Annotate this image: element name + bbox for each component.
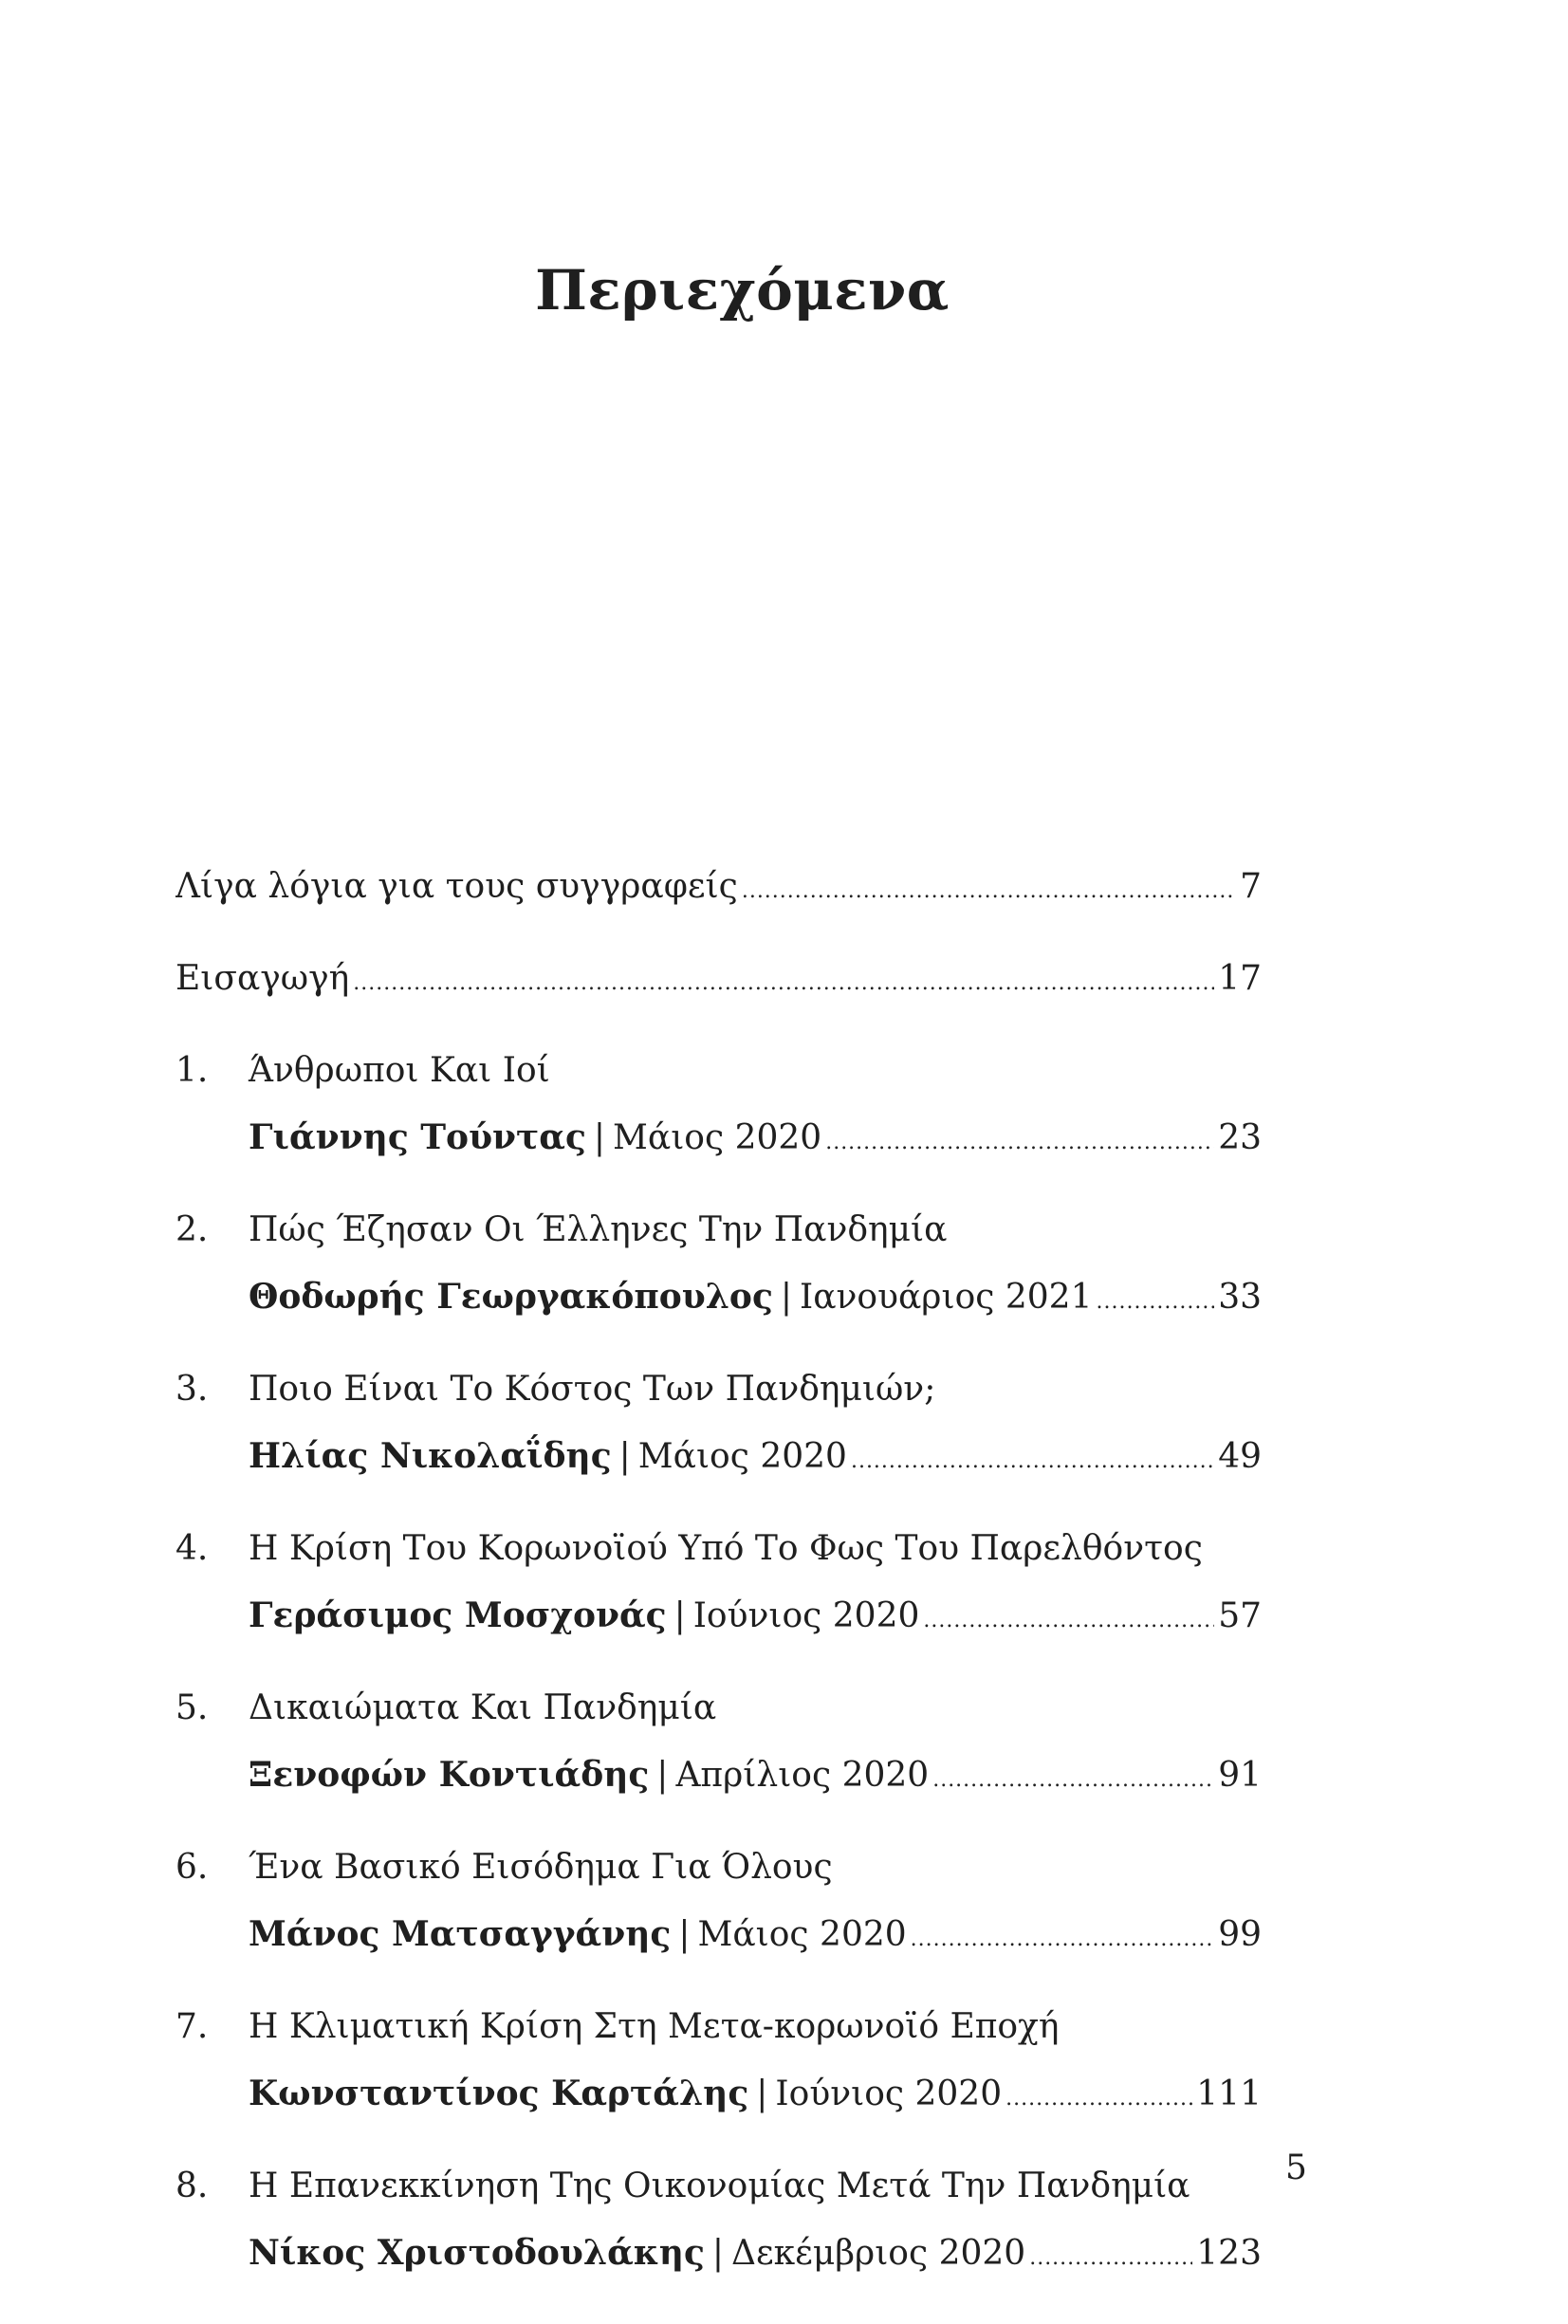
toc-page-ref: 91 (1218, 1756, 1262, 1795)
toc-chapter-6[interactable] (175, 1846, 1262, 1962)
chapter-date: Ιανουάριος 2021 (800, 1278, 1093, 1317)
toc-entry-body (249, 1527, 1262, 1643)
toc-entry-body (249, 2005, 1262, 2121)
chapter-number: 7. (175, 2007, 209, 2046)
dot-leader (911, 1918, 1215, 1962)
chapter-date: Δεκέμβριος 2020 (731, 2234, 1026, 2273)
separator: | (673, 1596, 686, 1635)
chapter-number: 8. (175, 2167, 209, 2205)
chapter-title: Ένα Βασικό Εισόδημα Για Όλους (249, 1848, 833, 1887)
chapter-number: 4. (175, 1529, 209, 1568)
dot-leader (1096, 1281, 1214, 1324)
toc-page-ref: 123 (1196, 2234, 1262, 2273)
toc-page-ref: 23 (1218, 1118, 1262, 1157)
chapter-author: Κωνσταντίνος Καρτάλης (249, 2074, 749, 2113)
toc-page-ref: 111 (1196, 2075, 1262, 2113)
toc-page-ref: 57 (1218, 1596, 1262, 1635)
dot-leader (1029, 2237, 1192, 2280)
separator: | (593, 1118, 606, 1157)
toc-page-ref: 99 (1218, 1915, 1262, 1954)
toc-entry-label: Λίγα λόγια για τους συγγραφείς (175, 867, 738, 906)
chapter-author: Νίκος Χριστοδουλάκης (249, 2233, 705, 2273)
chapter-date: Μάιος 2020 (697, 1915, 907, 1954)
chapter-title: Η Επανεκκίνηση Της Οικονομίας Μετά Την Πανδημία (249, 2167, 1190, 2205)
chapter-date: Απρίλιος 2020 (675, 1756, 930, 1795)
toc-chapter-3[interactable] (175, 1368, 1262, 1484)
separator: | (780, 1278, 793, 1317)
toc-chapter-4[interactable] (175, 1527, 1262, 1643)
page-number: 5 (1285, 2149, 1307, 2187)
toc-line (249, 1116, 1262, 1165)
toc-line (249, 2072, 1262, 2121)
toc-entry-body (175, 865, 1262, 913)
toc-line (249, 1275, 1262, 1324)
toc-entry-body (175, 957, 1262, 1005)
chapter-author: Μάνος Ματσαγγάνης (249, 1914, 672, 1954)
chapter-title: Δικαιώματα Και Πανδημία (249, 1688, 717, 1727)
toc-entry-body (249, 1368, 1262, 1484)
toc-entry-body (249, 1687, 1262, 1802)
chapter-title: Η Κρίση Του Κορωνοϊού Υπό Το Φως Του Παρελθόντος (249, 1529, 1203, 1568)
chapter-date: Ιούνιος 2020 (775, 2075, 1003, 2113)
toc-line (249, 1753, 1262, 1802)
chapter-author: Γιάννης Τούντας (249, 1117, 586, 1157)
toc-chapter-5[interactable] (175, 1687, 1262, 1802)
chapter-author: Γεράσιμος Μοσχονάς (249, 1595, 667, 1635)
toc-entry-label: Εισαγωγή (175, 959, 350, 998)
chapter-date: Μάιος 2020 (637, 1437, 847, 1476)
toc-entry-body (249, 2165, 1262, 2280)
toc-line (249, 1594, 1262, 1643)
toc-page-ref: 49 (1218, 1437, 1262, 1476)
chapter-title: Ποιο Είναι Το Κόστος Των Πανδημιών; (249, 1370, 936, 1409)
toc-page-ref: 7 (1240, 867, 1262, 906)
toc-chapter-7[interactable] (175, 2005, 1262, 2121)
chapter-title: Η Κλιματική Κρίση Στη Μετα-κορωνοϊό Εποχή (249, 2007, 1060, 2046)
separator: | (678, 1915, 691, 1954)
chapter-number: 3. (175, 1370, 209, 1409)
toc-entry-body (249, 1846, 1262, 1962)
toc-line (249, 2231, 1262, 2280)
separator: | (756, 2075, 768, 2113)
toc-line (175, 865, 1262, 913)
toc-entry-body (249, 1208, 1262, 1324)
toc-line (249, 1912, 1262, 1962)
dot-leader (851, 1440, 1214, 1484)
chapter-author: Θοδωρής Γεωργακόπουλος (249, 1277, 773, 1317)
toc-entry-introduction[interactable] (175, 957, 1262, 1005)
toc-entry-body (249, 1049, 1262, 1165)
chapter-author: Ηλίας Νικολαΐδης (249, 1436, 612, 1476)
toc-line (175, 957, 1262, 1005)
toc-chapter-2[interactable] (175, 1208, 1262, 1324)
separator: | (711, 2234, 725, 2273)
chapter-date: Μάιος 2020 (613, 1118, 822, 1157)
toc-chapter-1[interactable] (175, 1049, 1262, 1165)
toc-line (249, 1434, 1262, 1484)
chapter-title: Άνθρωποι Και Ιοί (249, 1051, 550, 1090)
toc-page-ref: 17 (1218, 959, 1262, 998)
separator: | (656, 1756, 669, 1795)
separator: | (618, 1437, 631, 1476)
dot-leader (742, 870, 1236, 913)
dot-leader (353, 962, 1214, 1005)
dot-leader (1005, 2077, 1192, 2121)
page-title: Περιεχόμενα (535, 258, 950, 323)
chapter-author: Ξενοφών Κοντιάδης (249, 1755, 650, 1795)
dot-leader (932, 1759, 1214, 1802)
dot-leader (825, 1121, 1214, 1165)
chapter-number: 5. (175, 1688, 209, 1727)
chapter-number: 2. (175, 1210, 209, 1249)
toc-entry-authors[interactable] (175, 865, 1262, 913)
chapter-number: 1. (175, 1051, 209, 1090)
dot-leader (923, 1599, 1214, 1643)
table-of-contents (175, 865, 1262, 2324)
chapter-title: Πώς Έζησαν Οι Έλληνες Την Πανδημία (249, 1210, 948, 1249)
chapter-number: 6. (175, 1848, 209, 1887)
toc-page-ref: 33 (1218, 1278, 1262, 1317)
toc-chapter-8[interactable] (175, 2165, 1262, 2280)
chapter-date: Ιούνιος 2020 (692, 1596, 920, 1635)
